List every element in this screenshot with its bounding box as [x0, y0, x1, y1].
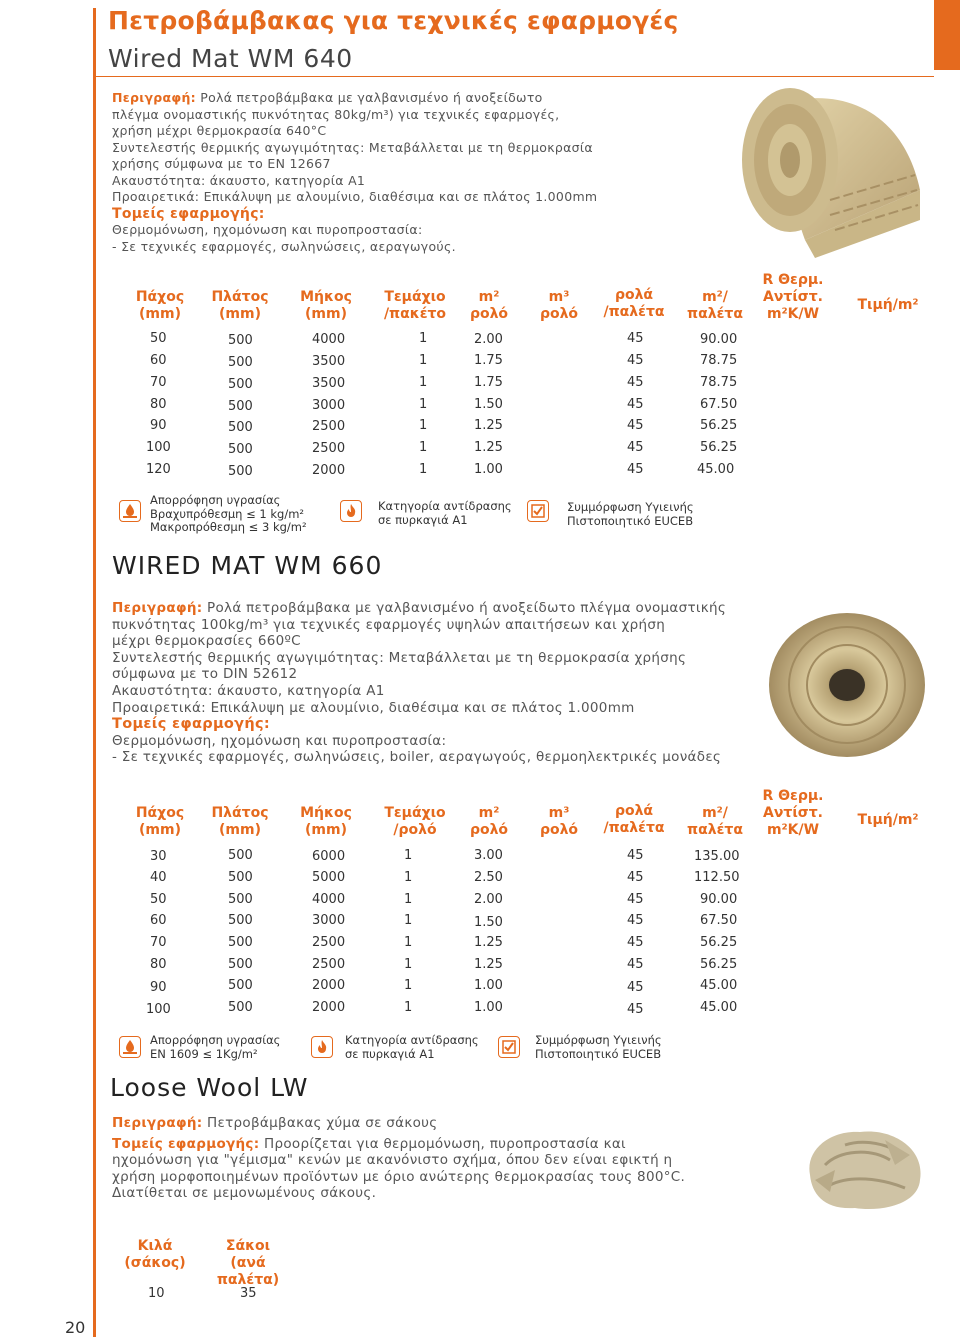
- table-cell: 1.25: [474, 418, 503, 433]
- table-cell: 60: [150, 353, 167, 368]
- col-header-m3-roll: m³ ρολό: [539, 289, 579, 322]
- table-cell: 500: [228, 442, 253, 457]
- table-cell: 500: [228, 1000, 253, 1015]
- applications-line: Προορίζεται για θερμομόνωση, πυροπροστασία και: [259, 1135, 626, 1152]
- table-cell: 100: [146, 440, 171, 455]
- table-cell: 6000: [312, 849, 346, 864]
- table-cell: 2000: [312, 463, 346, 478]
- table-cell: 45: [627, 418, 644, 433]
- table-cell: 45: [627, 353, 644, 368]
- table-cell: 1.00: [474, 1000, 503, 1015]
- table-cell: 78.75: [700, 353, 738, 368]
- table-cell: 67.50: [700, 397, 738, 412]
- table-cell: 3000: [312, 913, 346, 928]
- table-cell: 2500: [312, 419, 346, 434]
- table-cell: 1: [419, 418, 428, 433]
- table-cell: 1.25: [474, 935, 503, 950]
- description-line: Ακαυστότητα: άκαυστο, κατηγορία Α1: [112, 682, 385, 699]
- table-cell: 1: [419, 331, 428, 346]
- table-cell: 45: [627, 848, 644, 863]
- table-cell: 3000: [312, 398, 346, 413]
- applications-line: - Σε τεχνικές εφαρμογές, σωληνώσεις, boiler, αεραγωγούς, θερμοηλεκτρικές μονάδες: [112, 749, 722, 766]
- table-cell: 2500: [312, 441, 346, 456]
- table-cell: 112.50: [694, 870, 740, 885]
- title-underline: [96, 76, 934, 77]
- description-line: χρήση μέχρι θερμοκρασία 640°C: [112, 123, 327, 138]
- description-label: Περιγραφή:: [112, 90, 196, 105]
- table-cell: 3500: [312, 376, 346, 391]
- wm660-product-photo: [765, 605, 930, 765]
- table-cell: 1: [404, 870, 413, 885]
- table-cell: 45: [627, 397, 644, 412]
- col-header-thermal-resistance: R Θερμ. Αντίστ. m²K/W: [762, 272, 824, 322]
- description-line: Πετροβάμβακας χύμα σε σάκους: [202, 1115, 438, 1131]
- table-cell: 70: [150, 375, 167, 390]
- health-note: Συμμόρφωση Υγιεινής Πιστοποιητικό EUCEB: [567, 500, 694, 528]
- table-cell: 2000: [312, 978, 346, 993]
- description-line: πλέγμα ονομαστικής πυκνότητας 80kg/m³) για τεχνικές εφαρμογές,: [112, 106, 560, 122]
- table-cell: 45: [627, 870, 644, 885]
- col-header-m2-pallet: m²/ παλέτα: [687, 805, 743, 838]
- table-cell: 1.00: [474, 978, 503, 993]
- table-cell: 500: [228, 870, 253, 885]
- table-cell: 1: [419, 397, 428, 412]
- table-cell: 67.50: [700, 913, 738, 928]
- col-header-rolls-pallet: ρολά /παλέτα: [603, 287, 665, 320]
- table-cell: 45: [627, 957, 644, 972]
- applications-label: Τομείς εφαρμογής:: [112, 1135, 260, 1152]
- table-cell: 500: [228, 848, 253, 863]
- applications-label: Τομείς εφαρμογής:: [112, 716, 270, 733]
- right-edge-mask: [934, 70, 960, 1337]
- fire-note: Κατηγορία αντίδρασης σε πυρκαγιά Α1: [345, 1033, 479, 1061]
- lw-product-photo: [800, 1120, 930, 1215]
- applications-line: χρήση μορφοποιημένων προϊόντων με όριο ανώτερης θερμοκρασίας τους 800°C.: [112, 1168, 686, 1185]
- col-header-length: Μήκος (mm): [300, 805, 352, 838]
- table-cell: 500: [228, 957, 253, 972]
- col-header-width: Πλάτος (mm): [211, 289, 269, 322]
- table-cell: 500: [228, 333, 253, 348]
- table-cell: 1: [404, 1000, 413, 1015]
- table-cell: 1: [404, 848, 413, 863]
- applications-line: Διατίθεται σε μεμονωμένους σάκους.: [112, 1185, 377, 1202]
- table-cell: 45: [627, 462, 644, 477]
- col-header-width: Πλάτος (mm): [211, 805, 269, 838]
- description-line: χρήσης σύμφωνα με το ΕΝ 12667: [112, 156, 331, 171]
- col-header-bags: Σάκοι (ανά παλέτα): [216, 1238, 280, 1288]
- col-header-m2-roll: m² ρολό: [469, 805, 509, 838]
- table-cell: 45.00: [697, 462, 735, 477]
- table-cell: 90.00: [700, 892, 738, 907]
- description-line: Συντελεστής θερμικής αγωγιμότητας: Μεταβάλλεται με τη θερμοκρασία: [112, 139, 593, 155]
- table-cell: 135.00: [694, 849, 740, 864]
- table-cell: 45: [627, 1002, 644, 1017]
- table-cell: 100: [146, 1002, 171, 1017]
- product-title-wm640: Wired Mat WM 640: [108, 44, 353, 73]
- table-cell: 45: [627, 913, 644, 928]
- table-cell: 1: [404, 935, 413, 950]
- table-cell: 35: [240, 1286, 257, 1301]
- description-line: Ρολά πετροβάμβακα με γαλβανισμένο ή ανοξείδωτο πλέγμα ονομαστικής: [202, 600, 727, 616]
- wm640-product-photo: [735, 80, 925, 260]
- table-cell: 56.25: [700, 935, 738, 950]
- health-check-icon: [527, 500, 549, 522]
- table-cell: 4000: [312, 332, 346, 347]
- applications-line: Θερμομόνωση, ηχομόνωση και πυροπροστασία:: [112, 732, 447, 749]
- table-cell: 56.25: [700, 440, 738, 455]
- table-cell: 4000: [312, 892, 346, 907]
- description-label: Περιγραφή:: [112, 600, 203, 616]
- table-cell: 45.00: [700, 978, 738, 993]
- table-cell: 1.50: [474, 915, 503, 930]
- table-cell: 90.00: [700, 332, 738, 347]
- applications-line: ηχομόνωση για "γέμισμα" κενών με ακανόνιστο σχήμα, όπου δεν είναι εφικτή η: [112, 1152, 673, 1169]
- table-cell: 500: [228, 399, 253, 414]
- table-cell: 5000: [312, 870, 346, 885]
- table-cell: 500: [228, 377, 253, 392]
- table-cell: 3500: [312, 354, 346, 369]
- table-cell: 40: [150, 870, 167, 885]
- table-cell: 45.00: [700, 1000, 738, 1015]
- moisture-icon: [119, 1036, 141, 1058]
- col-header-m2-pallet: m²/ παλέτα: [687, 289, 743, 322]
- table-cell: 10: [148, 1286, 165, 1301]
- health-check-icon: [498, 1036, 520, 1058]
- description-line: Συντελεστής θερμικής αγωγιμότητας: Μεταβάλλεται με τη θερμοκρασία χρήσης: [112, 649, 687, 666]
- table-cell: 2500: [312, 935, 346, 950]
- fire-icon: [340, 500, 362, 522]
- table-cell: 45: [627, 331, 644, 346]
- col-header-thickness: Πάχος (mm): [135, 805, 185, 838]
- table-cell: 90: [150, 418, 167, 433]
- col-header-pieces: Τεμάχιο /ρολό: [384, 805, 446, 838]
- col-header-rolls-pallet: ρολά /παλέτα: [603, 803, 665, 836]
- col-header-thermal-resistance: R Θερμ. Αντίστ. m²K/W: [762, 788, 824, 838]
- table-cell: 56.25: [700, 418, 738, 433]
- table-cell: 1: [419, 375, 428, 390]
- table-cell: 1: [404, 892, 413, 907]
- table-cell: 1.75: [474, 353, 503, 368]
- product-title-lw: Loose Wool LW: [110, 1073, 309, 1102]
- table-cell: 500: [228, 935, 253, 950]
- table-cell: 80: [150, 397, 167, 412]
- description-line: Ακαυστότητα: άκαυστο, κατηγορία Α1: [112, 172, 366, 188]
- table-cell: 2500: [312, 957, 346, 972]
- lw-description: [112, 1115, 685, 1202]
- col-header-pieces: Τεμάχιο /πακέτο: [383, 289, 447, 322]
- applications-line: Θερμομόνωση, ηχομόνωση και πυροπροστασία:: [112, 222, 423, 237]
- applications-label: Τομείς εφαρμογής:: [112, 205, 265, 222]
- table-cell: 3.00: [474, 848, 503, 863]
- table-cell: 1.75: [474, 375, 503, 390]
- table-cell: 45: [627, 440, 644, 455]
- table-cell: 1.50: [474, 397, 503, 412]
- moisture-note: Απορρόφηση υγρασίας ΕΝ 1609 ≤ 1Kg/m²: [150, 1033, 281, 1061]
- fire-icon: [311, 1036, 333, 1058]
- table-cell: 1: [404, 978, 413, 993]
- table-cell: 500: [228, 978, 253, 993]
- wm660-description: [112, 600, 726, 766]
- table-cell: 45: [627, 892, 644, 907]
- table-cell: 1: [404, 957, 413, 972]
- health-note: Συμμόρφωση Υγιεινής Πιστοποιητικό EUCEB: [535, 1033, 662, 1061]
- description-line: πυκνότητας 100kg/m³ για τεχνικές εφαρμογές υψηλών απαιτήσεων και χρήση: [112, 616, 666, 633]
- table-cell: 1.00: [474, 462, 503, 477]
- table-cell: 500: [228, 913, 253, 928]
- table-cell: 90: [150, 980, 167, 995]
- wm640-description: [112, 90, 597, 255]
- description-line: Ρολά πετροβάμβακα με γαλβανισμένο ή ανοξείδωτο: [195, 90, 543, 105]
- product-title-wm660: WIRED MAT WM 660: [112, 551, 383, 580]
- col-header-length: Μήκος (mm): [300, 289, 352, 322]
- fire-note: Κατηγορία αντίδρασης σε πυρκαγιά Α1: [378, 499, 512, 527]
- col-header-kilos: Κιλά (σάκος): [124, 1238, 186, 1271]
- table-cell: 1: [419, 462, 428, 477]
- table-cell: 1: [419, 440, 428, 455]
- description-line: Προαιρετικά: Επικάλυψη με αλουμίνιο, διαθέσιμα και σε πλάτος 1.000mm: [112, 699, 635, 716]
- table-cell: 1.25: [474, 957, 503, 972]
- table-cell: 45: [627, 375, 644, 390]
- description-label: Περιγραφή:: [112, 1115, 203, 1131]
- col-header-price: Τιμή/m²: [857, 297, 919, 313]
- table-cell: 45: [627, 935, 644, 950]
- table-cell: 78.75: [700, 375, 738, 390]
- table-cell: 30: [150, 849, 167, 864]
- table-cell: 2.50: [474, 870, 503, 885]
- table-cell: 1: [404, 913, 413, 928]
- table-cell: 1: [419, 353, 428, 368]
- table-cell: 50: [150, 331, 167, 346]
- col-header-thickness: Πάχος (mm): [135, 289, 185, 322]
- col-header-price: Τιμή/m²: [857, 812, 919, 828]
- applications-line: - Σε τεχνικές εφαρμογές, σωληνώσεις, αεραγωγούς.: [112, 238, 456, 254]
- table-cell: 80: [150, 957, 167, 972]
- table-cell: 56.25: [700, 957, 738, 972]
- page-number: 20: [65, 1318, 86, 1337]
- table-cell: 2000: [312, 1000, 346, 1015]
- page-title: Πετροβάμβακας για τεχνικές εφαρμογές: [108, 6, 679, 35]
- table-cell: 50: [150, 892, 167, 907]
- table-cell: 500: [228, 464, 253, 479]
- description-line: Προαιρετικά: Επικάλυψη με αλουμίνιο, διαθέσιμα και σε πλάτος 1.000mm: [112, 189, 598, 204]
- table-cell: 45: [627, 980, 644, 995]
- col-header-m3-roll: m³ ρολό: [539, 805, 579, 838]
- table-cell: 500: [228, 420, 253, 435]
- description-line: σύμφωνα με το DIN 52612: [112, 666, 298, 683]
- table-cell: 60: [150, 913, 167, 928]
- table-cell: 1.25: [474, 440, 503, 455]
- table-cell: 500: [228, 892, 253, 907]
- table-cell: 500: [228, 355, 253, 370]
- moisture-icon: [119, 500, 141, 522]
- moisture-note: Απορρόφηση υγρασίας Βραχυπρόθεσμη ≤ 1 kg/m² Μακροπρόθεσμη ≤ 3 kg/m²: [150, 493, 307, 534]
- table-cell: 70: [150, 935, 167, 950]
- description-line: μέχρι θερμοκρασίες 660ºC: [112, 633, 301, 650]
- table-cell: 2.00: [474, 892, 503, 907]
- table-cell: 2.00: [474, 332, 503, 347]
- left-accent-bar: [93, 8, 96, 1337]
- table-cell: 120: [146, 462, 171, 477]
- col-header-m2-roll: m² ρολό: [469, 289, 509, 322]
